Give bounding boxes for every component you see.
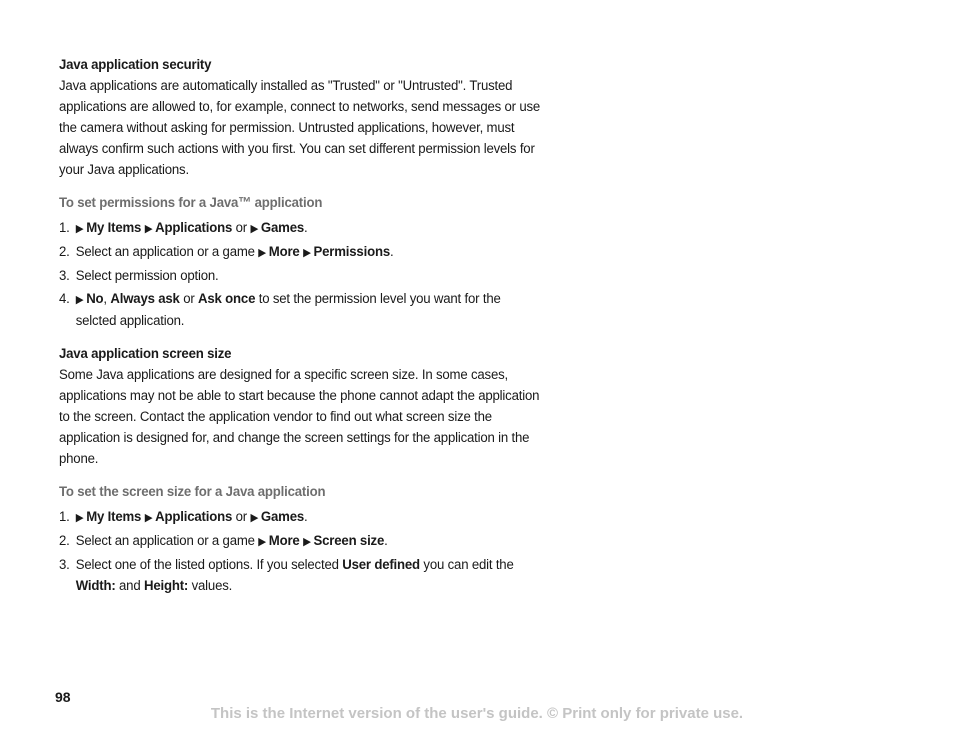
screensize-body: Some Java applications are designed for a specific screen size. In some cases, applications may not be able to start because the phone cannot adapt the application to the screen. Contact the application vendor to find out what screen size the application is designed for, and change the screen settings for the application in the phone. xyxy=(59,367,540,467)
security-body: Java applications are automatically installed as "Trusted" or "Untrusted". Trusted applications are allowed to, for example, connect to networks, send messages or use the camera without asking for permission. Untrusted applications, however, must always confirm such actions with you first. You can set different permission levels for your Java applications. xyxy=(59,78,541,178)
permissions-subheading: To set permissions for a Java™ application xyxy=(59,195,323,211)
step-number: 2. xyxy=(59,244,70,260)
arrow-right-icon: ▶ xyxy=(75,223,84,235)
menu-path-my-items: My Items xyxy=(86,220,142,236)
screensize-step-1 xyxy=(59,507,543,529)
step-text xyxy=(76,242,543,264)
footer-notice: This is the Internet version of the user's guide. © Print only for private use. xyxy=(210,705,744,722)
menu-path-applications: Applications xyxy=(155,509,233,525)
step-number: 3. xyxy=(59,268,70,284)
or-word: or xyxy=(183,291,195,307)
step-number: 4. xyxy=(59,291,70,307)
option-no: No xyxy=(86,291,104,307)
step-text xyxy=(76,289,543,332)
screensize-steps xyxy=(59,507,543,597)
step-prefix: Select one of the listed options. If you selected xyxy=(75,557,339,573)
step-middle: you can edit the xyxy=(423,557,514,573)
punctuation: . xyxy=(304,509,308,525)
step-end: values. xyxy=(191,578,233,594)
menu-path-more: More xyxy=(268,244,300,260)
or-word: or xyxy=(235,220,247,236)
section-set-screen-size xyxy=(59,482,543,597)
step-prefix: Select an application or a game xyxy=(75,533,255,549)
step-rest: to set the permission level you want for the selcted application. xyxy=(75,291,501,329)
step-number: 3. xyxy=(59,557,70,573)
menu-path-screen-size: Screen size xyxy=(313,533,385,549)
arrow-right-icon: ▶ xyxy=(75,512,84,524)
step-number: 2. xyxy=(59,533,70,549)
arrow-right-icon: ▶ xyxy=(144,512,153,524)
step-text xyxy=(76,531,543,553)
step-number: 1. xyxy=(59,220,70,236)
menu-path-permissions: Permissions xyxy=(313,244,390,260)
or-word: or xyxy=(235,509,247,525)
punctuation: . xyxy=(389,244,394,260)
menu-path-games: Games xyxy=(260,509,305,525)
field-height-label: Height: xyxy=(143,578,189,594)
step-text: Select permission option. xyxy=(75,268,219,284)
screensize-heading: Java application screen size xyxy=(59,346,232,362)
security-heading: Java application security xyxy=(59,57,212,73)
and-word: and xyxy=(119,578,141,594)
screensize-step-2 xyxy=(59,531,543,553)
permissions-step-4 xyxy=(59,289,543,332)
arrow-right-icon: ▶ xyxy=(258,247,266,259)
menu-path-games: Games xyxy=(260,220,305,236)
page-content xyxy=(59,55,543,609)
step-number: 1. xyxy=(59,509,70,525)
arrow-right-icon: ▶ xyxy=(250,223,259,235)
menu-path-more: More xyxy=(268,533,300,549)
field-width-label: Width: xyxy=(75,578,116,594)
section-java-security xyxy=(59,55,543,181)
arrow-right-icon: ▶ xyxy=(250,512,259,524)
punctuation: , xyxy=(103,291,107,307)
step-prefix: Select an application or a game xyxy=(75,244,255,260)
arrow-right-icon: ▶ xyxy=(258,536,266,548)
option-user-defined: User defined xyxy=(342,557,420,573)
punctuation: . xyxy=(384,533,388,549)
permissions-steps xyxy=(59,218,543,332)
permissions-step-3 xyxy=(59,266,543,287)
permissions-step-1 xyxy=(59,218,543,240)
arrow-right-icon: ▶ xyxy=(75,294,84,306)
section-set-permissions xyxy=(59,193,543,332)
step-text xyxy=(76,555,543,597)
step-text xyxy=(76,507,543,529)
menu-path-applications: Applications xyxy=(155,220,233,236)
page-number: 98 xyxy=(55,689,71,705)
option-always-ask: Always ask xyxy=(110,291,180,307)
punctuation: . xyxy=(304,220,308,236)
section-java-screen-size xyxy=(59,344,543,470)
arrow-right-icon: ▶ xyxy=(144,223,153,235)
arrow-right-icon: ▶ xyxy=(303,247,311,259)
screensize-step-3 xyxy=(59,555,543,597)
arrow-right-icon: ▶ xyxy=(303,536,311,548)
menu-path-my-items: My Items xyxy=(86,509,142,525)
option-ask-once: Ask once xyxy=(198,291,256,307)
permissions-step-2 xyxy=(59,242,543,264)
screensize-subheading: To set the screen size for a Java application xyxy=(59,484,326,500)
step-text xyxy=(76,218,543,240)
